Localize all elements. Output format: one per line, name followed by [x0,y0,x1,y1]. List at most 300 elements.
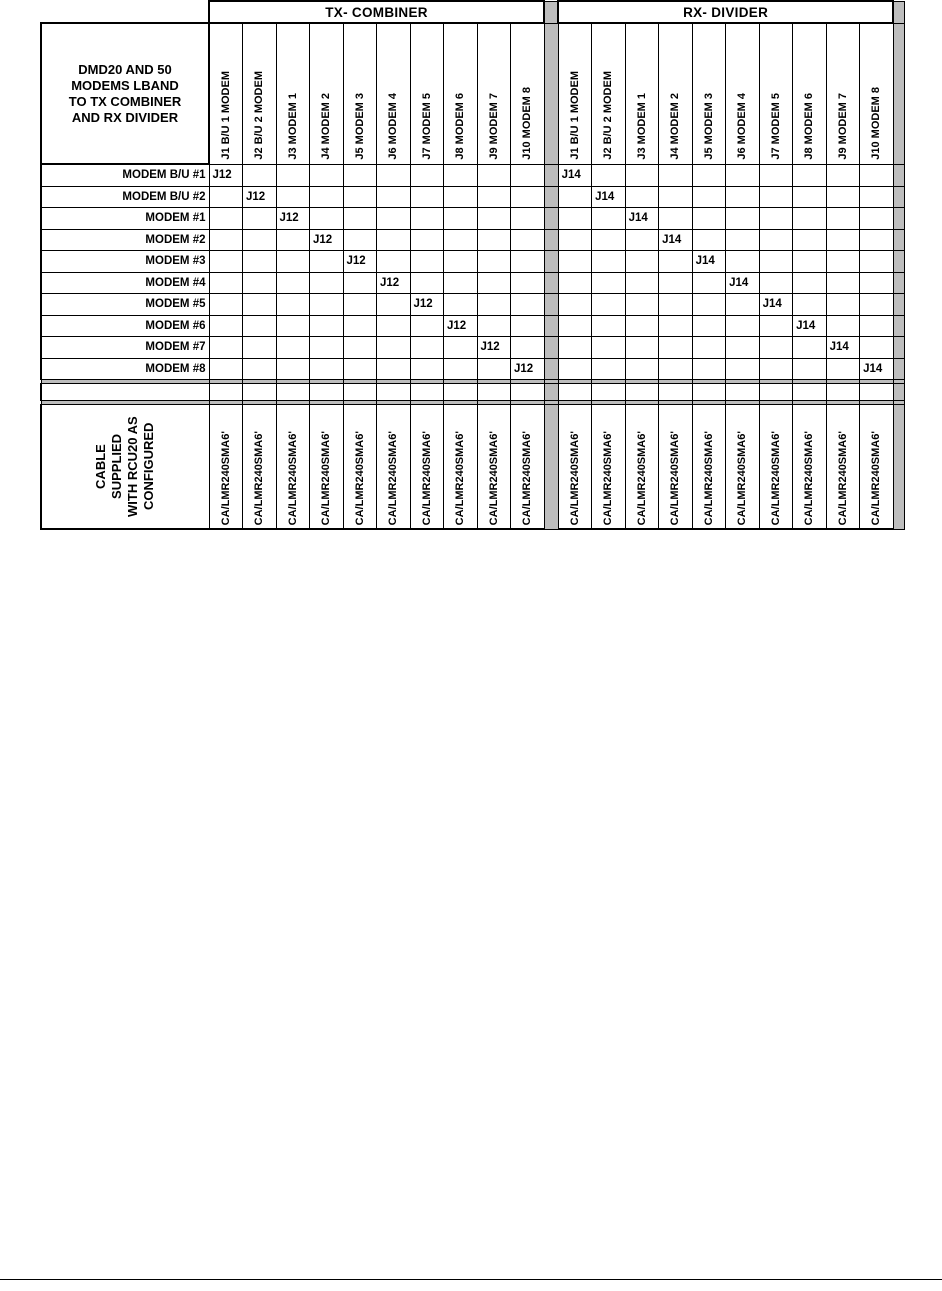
rx-cable-cell [793,405,827,530]
divider-bar [544,23,558,164]
cable-part-number: CA/LMR240SMA6' [769,430,782,525]
empty-cell [592,272,626,294]
empty-cell [343,358,377,380]
rx-port-header [826,23,860,164]
empty-cell [343,208,377,230]
divider-bar [544,251,558,273]
cable-label: CABLE SUPPLIED WITH RCU20 AS CONFIGURED [93,416,157,517]
empty-cell [310,164,344,186]
empty-cell [276,229,310,251]
empty-cell [444,251,478,273]
rx-port-header [558,23,592,164]
tx-connector-cell: J12 [343,251,377,273]
empty-cell [726,186,760,208]
row-label: MODEM B/U #1 [41,164,209,186]
divider-bar [544,405,558,530]
cable-part-number: CA/LMR240SMA6' [635,430,648,525]
empty-cell [444,272,478,294]
empty-cell [592,251,626,273]
empty-cell [343,164,377,186]
tx-port-header-label: J2 B/U 2 MODEM [253,70,266,160]
cable-part-number: CA/LMR240SMA6' [320,430,333,525]
divider-bar [544,315,558,337]
row-label: MODEM #7 [41,337,209,359]
empty-cell [477,384,511,401]
table-description [41,23,209,164]
group-header-row [41,1,904,23]
right-edge-bar [893,208,904,230]
empty-cell [759,272,793,294]
rx-connector-cell: J14 [558,164,592,186]
tx-port-header [377,23,411,164]
rx-connector-cell: J14 [659,229,693,251]
empty-cell [759,208,793,230]
rx-port-header-label: J10 MODEM 8 [870,86,883,160]
empty-cell [243,208,277,230]
right-edge-bar [893,358,904,380]
rx-port-header [659,23,693,164]
row-label: MODEM #4 [41,272,209,294]
empty-cell [726,337,760,359]
empty-cell [276,358,310,380]
empty-cell [558,384,592,401]
tx-cable-cell [377,405,411,530]
tx-cable-cell [444,405,478,530]
empty-cell [692,229,726,251]
empty-cell [377,164,411,186]
empty-cell [625,294,659,316]
tx-connector-cell: J12 [511,358,545,380]
rx-cable-cell [558,405,592,530]
empty-cell [625,358,659,380]
empty-cell [625,164,659,186]
empty-cell [377,337,411,359]
tx-connector-cell: J12 [410,294,444,316]
rx-port-header-label: J8 MODEM 6 [803,92,816,160]
empty-cell [860,164,894,186]
empty-cell [243,272,277,294]
empty-cell [659,294,693,316]
divider-bar [544,294,558,316]
empty-cell [209,208,243,230]
right-edge-bar [893,315,904,337]
empty-cell [558,251,592,273]
rx-port-header-label: J2 B/U 2 MODEM [602,70,615,160]
empty-cell [826,358,860,380]
empty-cell [759,315,793,337]
rx-port-header [592,23,626,164]
empty-cell [377,358,411,380]
right-edge-bar [893,405,904,530]
empty-cell [592,164,626,186]
empty-cell [860,294,894,316]
empty-cell [511,337,545,359]
empty-cell [793,208,827,230]
empty-cell [410,229,444,251]
empty-cell [310,358,344,380]
tx-port-header [243,23,277,164]
empty-cell [692,208,726,230]
empty-cell [477,315,511,337]
empty-cell [477,208,511,230]
row-label: MODEM #6 [41,315,209,337]
tx-port-header [310,23,344,164]
rx-cable-cell [860,405,894,530]
empty-cell [41,384,209,401]
empty-cell [377,186,411,208]
rx-connector-cell: J14 [759,294,793,316]
empty-cell [625,186,659,208]
rx-connector-cell: J14 [692,251,726,273]
tx-port-header-label: J5 MODEM 3 [353,92,366,160]
empty-cell [444,208,478,230]
empty-cell [625,384,659,401]
tx-connector-cell: J12 [243,186,277,208]
rx-connector-cell: J14 [625,208,659,230]
cable-part-number: CA/LMR240SMA6' [702,430,715,525]
divider-bar [544,384,558,401]
tx-port-header-label: J4 MODEM 2 [320,92,333,160]
empty-cell [377,251,411,273]
empty-cell [243,384,277,401]
empty-cell [477,294,511,316]
empty-cell [826,251,860,273]
empty-cell [592,229,626,251]
empty-cell [726,164,760,186]
cable-part-number: CA/LMR240SMA6' [870,430,883,525]
rx-port-header [860,23,894,164]
tx-port-header-label: J3 MODEM 1 [286,92,299,160]
empty-cell [659,384,693,401]
corner-blank [41,1,209,23]
empty-cell [343,272,377,294]
cable-part-number: CA/LMR240SMA6' [420,430,433,525]
empty-cell [860,208,894,230]
rx-port-header-label: J9 MODEM 7 [836,92,849,160]
empty-cell [759,358,793,380]
tx-combiner-header: TX- COMBINER [209,1,544,23]
tx-cable-cell [511,405,545,530]
empty-cell [625,272,659,294]
empty-cell [511,384,545,401]
tx-cable-cell [209,405,243,530]
right-edge-bar [893,251,904,273]
empty-cell [726,294,760,316]
rx-connector-cell: J14 [826,337,860,359]
rx-port-header [793,23,827,164]
rx-port-header-label: J3 MODEM 1 [635,92,648,160]
empty-cell [692,294,726,316]
empty-cell [759,384,793,401]
empty-cell [860,251,894,273]
empty-cell [276,164,310,186]
empty-cell [343,186,377,208]
empty-cell [243,164,277,186]
empty-cell [477,251,511,273]
empty-cell [659,315,693,337]
empty-cell [276,251,310,273]
empty-cell [343,315,377,337]
rx-port-header [625,23,659,164]
cable-part-number: CA/LMR240SMA6' [353,430,366,525]
cable-row [41,405,904,530]
cable-part-number: CA/LMR240SMA6' [387,430,400,525]
tx-port-header [410,23,444,164]
cable-part-number: CA/LMR240SMA6' [487,430,500,525]
tx-port-header [209,23,243,164]
empty-cell [659,164,693,186]
empty-cell [592,294,626,316]
description-line-1: DMD20 AND 50 [78,61,172,77]
right-edge-bar [893,23,904,164]
empty-cell [558,337,592,359]
empty-cell [592,337,626,359]
empty-cell [860,337,894,359]
cable-part-number: CA/LMR240SMA6' [568,430,581,525]
right-edge-bar [893,1,904,23]
empty-cell [558,315,592,337]
empty-cell [558,294,592,316]
empty-cell [343,384,377,401]
rx-port-header-label: J1 B/U 1 MODEM [568,70,581,160]
empty-cell [558,358,592,380]
empty-cell [343,229,377,251]
table-row [41,358,904,380]
empty-cell [592,358,626,380]
tx-cable-cell [477,405,511,530]
empty-cell [659,208,693,230]
empty-cell [826,384,860,401]
cable-part-number: CA/LMR240SMA6' [669,430,682,525]
empty-cell [209,315,243,337]
right-edge-bar [893,229,904,251]
rx-cable-cell [726,405,760,530]
empty-cell [444,164,478,186]
empty-cell [276,272,310,294]
cable-part-number: CA/LMR240SMA6' [736,430,749,525]
rx-port-header-label: J5 MODEM 3 [702,92,715,160]
rx-cable-cell [659,405,693,530]
divider-bar [544,272,558,294]
table-row [41,294,904,316]
divider-bar [544,164,558,186]
empty-cell [444,229,478,251]
empty-cell [726,358,760,380]
empty-cell [410,384,444,401]
row-label: MODEM #1 [41,208,209,230]
tx-connector-cell: J12 [276,208,310,230]
empty-cell [558,229,592,251]
empty-cell [410,337,444,359]
empty-cell [826,208,860,230]
empty-cell [793,186,827,208]
rx-port-header [726,23,760,164]
empty-cell [511,208,545,230]
empty-cell [310,186,344,208]
divider-bar [544,208,558,230]
empty-cell [477,358,511,380]
empty-cell [444,358,478,380]
row-label: MODEM B/U #2 [41,186,209,208]
empty-cell [410,315,444,337]
empty-cell [377,315,411,337]
right-edge-bar [893,186,904,208]
empty-cell [310,337,344,359]
empty-cell [860,384,894,401]
tx-port-header-label: J10 MODEM 8 [521,86,534,160]
rx-connector-cell: J14 [726,272,760,294]
rx-cable-cell [692,405,726,530]
rx-port-header-label: J7 MODEM 5 [769,92,782,160]
tx-port-header [343,23,377,164]
right-edge-bar [893,294,904,316]
empty-cell [410,251,444,273]
tx-port-header [276,23,310,164]
port-header-row [41,23,904,164]
divider-bar [544,358,558,380]
rx-cable-cell [625,405,659,530]
rx-connector-cell: J14 [860,358,894,380]
empty-cell [511,186,545,208]
empty-cell [511,164,545,186]
empty-cell [692,337,726,359]
empty-cell [793,164,827,186]
empty-cell [243,229,277,251]
cable-part-number: CA/LMR240SMA6' [286,430,299,525]
row-label: MODEM #5 [41,294,209,316]
empty-cell [310,272,344,294]
empty-cell [410,164,444,186]
empty-cell [276,186,310,208]
rx-cable-cell [592,405,626,530]
empty-cell [659,186,693,208]
tx-connector-cell: J12 [209,164,243,186]
empty-cell [759,186,793,208]
empty-cell [793,337,827,359]
empty-cell [826,186,860,208]
cable-label-cell [41,405,209,530]
cable-part-number: CA/LMR240SMA6' [219,430,232,525]
empty-cell [310,251,344,273]
table-row [41,186,904,208]
row-label: MODEM #8 [41,358,209,380]
empty-cell [209,251,243,273]
cable-part-number: CA/LMR240SMA6' [602,430,615,525]
empty-cell [659,251,693,273]
tx-connector-cell: J12 [377,272,411,294]
tx-port-header [444,23,478,164]
cable-part-number: CA/LMR240SMA6' [521,430,534,525]
empty-cell [860,186,894,208]
empty-cell [625,315,659,337]
empty-cell [659,272,693,294]
empty-cell [410,358,444,380]
empty-cell [625,229,659,251]
table-row [41,164,904,186]
empty-cell [477,186,511,208]
empty-cell [860,315,894,337]
tx-cable-cell [410,405,444,530]
empty-cell [209,186,243,208]
rx-port-header-label: J6 MODEM 4 [736,92,749,160]
empty-cell [377,229,411,251]
description-line-3: TO TX COMBINER [68,93,182,109]
empty-cell [692,358,726,380]
rx-divider-header: RX- DIVIDER [558,1,893,23]
empty-cell [209,384,243,401]
divider-bar [544,1,558,23]
empty-cell [276,384,310,401]
empty-cell [444,294,478,316]
empty-cell [793,384,827,401]
table-row [41,229,904,251]
empty-cell [511,294,545,316]
right-edge-bar [893,164,904,186]
rx-port-header-label: J4 MODEM 2 [669,92,682,160]
empty-cell [558,272,592,294]
empty-cell [243,337,277,359]
empty-row [41,384,904,401]
empty-cell [410,272,444,294]
empty-cell [826,294,860,316]
empty-cell [692,315,726,337]
empty-cell [209,358,243,380]
empty-cell [860,272,894,294]
tx-port-header-label: J1 B/U 1 MODEM [220,70,232,160]
rx-port-header [692,23,726,164]
empty-cell [793,272,827,294]
rx-port-header [759,23,793,164]
tx-cable-cell [243,405,277,530]
cable-part-number: CA/LMR240SMA6' [836,430,849,525]
empty-cell [243,251,277,273]
empty-cell [692,186,726,208]
empty-cell [477,272,511,294]
empty-cell [310,315,344,337]
cable-part-number: CA/LMR240SMA6' [253,430,266,525]
tx-connector-cell: J12 [310,229,344,251]
empty-cell [759,164,793,186]
empty-cell [793,229,827,251]
description-line-4: AND RX DIVIDER [71,109,179,125]
empty-cell [793,294,827,316]
empty-cell [592,384,626,401]
empty-cell [726,315,760,337]
table-row [41,337,904,359]
empty-cell [826,229,860,251]
table-row [41,272,904,294]
empty-cell [625,251,659,273]
empty-cell [310,294,344,316]
empty-cell [310,384,344,401]
empty-cell [377,294,411,316]
connection-table-container [40,0,903,530]
row-label: MODEM #2 [41,229,209,251]
empty-cell [726,229,760,251]
empty-cell [209,272,243,294]
cable-part-number: CA/LMR240SMA6' [454,430,467,525]
empty-cell [444,337,478,359]
empty-cell [444,186,478,208]
rx-cable-cell [759,405,793,530]
connection-table [40,0,905,530]
empty-cell [692,272,726,294]
empty-cell [826,164,860,186]
tx-cable-cell [310,405,344,530]
divider-bar [544,337,558,359]
tx-port-header-label: J6 MODEM 4 [387,92,400,160]
empty-cell [558,208,592,230]
